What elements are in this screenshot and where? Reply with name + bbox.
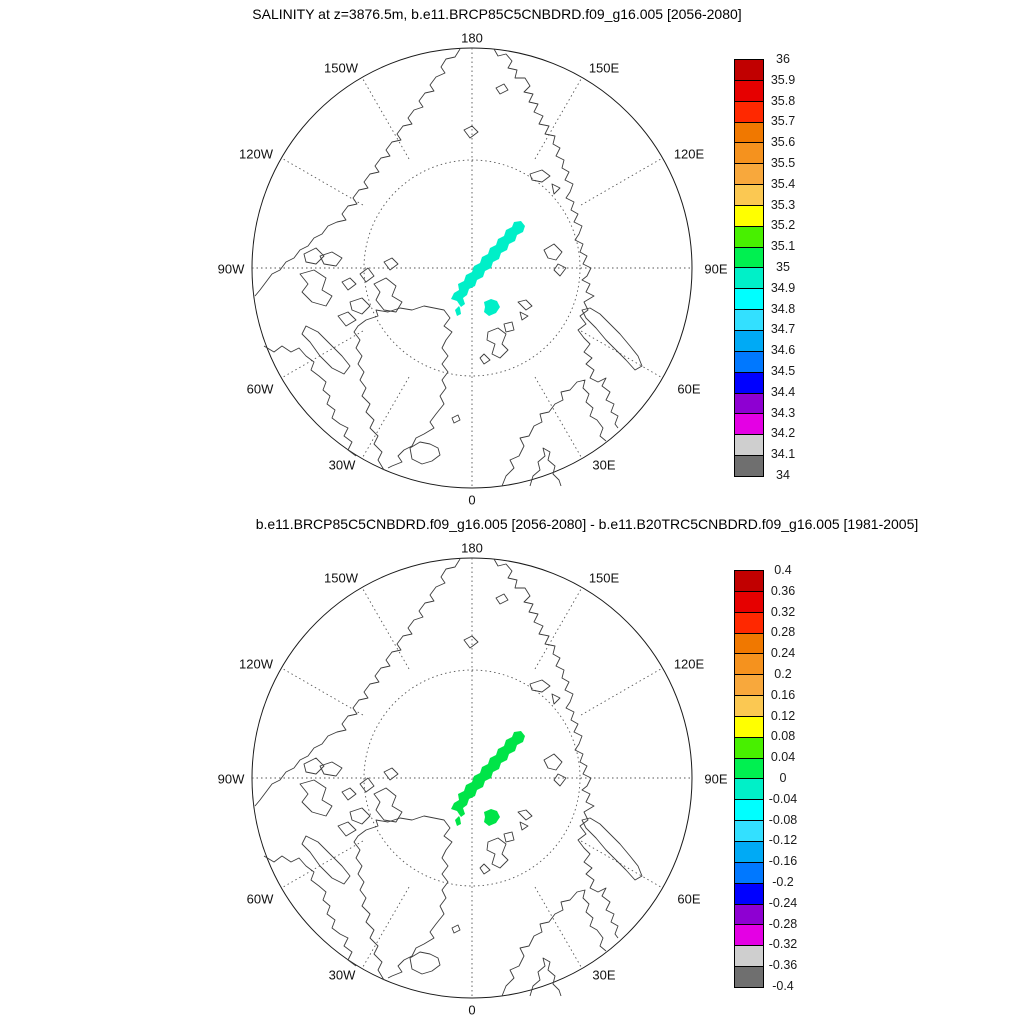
colorbar-tick-label: 35.7 — [770, 114, 796, 129]
colorbar-tick-label: 35.2 — [770, 218, 796, 233]
salinity-data-patch — [451, 221, 525, 316]
colorbar-tick-label: -0.16 — [768, 854, 798, 869]
lon-label: 90W — [217, 261, 245, 277]
colorbar-tick-label: 0.28 — [770, 625, 796, 640]
colorbar-tick-label: -0.08 — [768, 812, 798, 827]
lon-label: 0 — [468, 1002, 476, 1018]
colorbar-tick-label: 0.24 — [770, 646, 796, 661]
colorbar-tick-label: -0.12 — [768, 833, 798, 848]
colorbar-tick-label: -0.2 — [772, 875, 794, 889]
map-salinity — [218, 31, 728, 508]
lon-label: 90E — [704, 771, 728, 787]
colorbar-tick-label: 0.36 — [770, 583, 796, 598]
colorbar-tick-label: 34.1 — [770, 447, 796, 462]
colorbar-tick-label: 35.4 — [770, 176, 796, 191]
colorbar-tick-label: 0.08 — [770, 729, 796, 744]
lon-label: 30W — [328, 967, 356, 983]
colorbar-tick-label: 35.9 — [770, 72, 796, 87]
lon-label: 150W — [324, 60, 358, 76]
lon-label: 60W — [246, 381, 274, 397]
colorbar-tick-label: 34.7 — [770, 322, 796, 337]
colorbar-tick-label: 34.5 — [770, 364, 796, 378]
lon-label: 30E — [592, 457, 616, 473]
colorbar-tick-label: 35.5 — [770, 156, 796, 170]
lon-label: 120E — [673, 146, 705, 162]
lon-label: 180 — [461, 540, 483, 556]
colorbar-tick-label: -0.36 — [768, 958, 798, 973]
lon-label: 120W — [239, 146, 273, 162]
colorbar-salinity-ticks — [757, 52, 809, 482]
colorbar-tick-label: 34.9 — [770, 280, 796, 295]
base-map — [252, 558, 692, 998]
colorbar-tick-label: 34 — [776, 468, 790, 482]
colorbar-tick-label: 0.12 — [770, 708, 796, 723]
colorbar-tick-label: 36 — [776, 52, 790, 66]
colorbar-tick-label: 35.3 — [770, 197, 796, 212]
colorbar-tick-label: 34.4 — [770, 384, 796, 399]
lon-label: 150E — [588, 570, 620, 586]
lon-label: 150E — [588, 60, 620, 76]
colorbar-difference-ticks — [757, 563, 809, 993]
colorbar-tick-label: 0.4 — [774, 563, 792, 577]
colorbar-tick-label: -0.24 — [768, 895, 798, 910]
lon-labels-difference — [218, 541, 728, 1018]
lon-label: 120E — [673, 656, 705, 672]
base-map — [252, 48, 692, 488]
colorbar-tick-label: 0.2 — [774, 667, 792, 681]
panel-title-difference: b.e11.BRCP85C5CNBDRD.f09_g16.005 [2056-2080] - b.e11.B20TRC5CNBDRD.f09_g16.005 [1981-2005] — [255, 516, 919, 532]
lon-labels-salinity — [218, 31, 728, 508]
colorbar-tick-label: 34.6 — [770, 343, 796, 358]
lon-label: 150W — [324, 570, 358, 586]
colorbar-tick-label: 35.1 — [770, 239, 796, 254]
lon-label: 0 — [468, 492, 476, 508]
lon-label: 60W — [246, 891, 274, 907]
colorbar-tick-label: -0.32 — [768, 937, 798, 952]
lon-label: 60E — [677, 381, 701, 397]
colorbar-tick-label: 34.2 — [770, 426, 796, 441]
lon-label: 30W — [328, 457, 356, 473]
colorbar-tick-label: -0.28 — [768, 916, 798, 931]
colorbar-tick-label: 35.6 — [770, 135, 796, 150]
colorbar-tick-label: 0.32 — [770, 604, 796, 619]
lon-label: 90W — [217, 771, 245, 787]
colorbar-tick-label: 35.8 — [770, 93, 796, 108]
panel-title-salinity: SALINITY at z=3876.5m, b.e11.BRCP85C5CNBDRD.f09_g16.005 [2056-2080] — [252, 6, 742, 22]
lon-label: 30E — [592, 967, 616, 983]
colorbar-tick-label: -0.04 — [768, 791, 798, 806]
colorbar-tick-label: 0.04 — [770, 750, 796, 765]
colorbar-tick-label: 34.8 — [770, 301, 796, 316]
lon-label: 180 — [461, 30, 483, 46]
lon-label: 90E — [704, 261, 728, 277]
lon-label: 120W — [239, 656, 273, 672]
colorbar-tick-label: 35 — [776, 260, 790, 274]
colorbar-tick-label: 0.16 — [770, 687, 796, 702]
colorbar-tick-label: 34.3 — [770, 405, 796, 420]
colorbar-tick-label: 0 — [779, 771, 787, 785]
lon-label: 60E — [677, 891, 701, 907]
map-difference — [218, 541, 728, 1018]
colorbar-tick-label: -0.4 — [772, 979, 794, 993]
difference-data-patch — [451, 731, 525, 826]
